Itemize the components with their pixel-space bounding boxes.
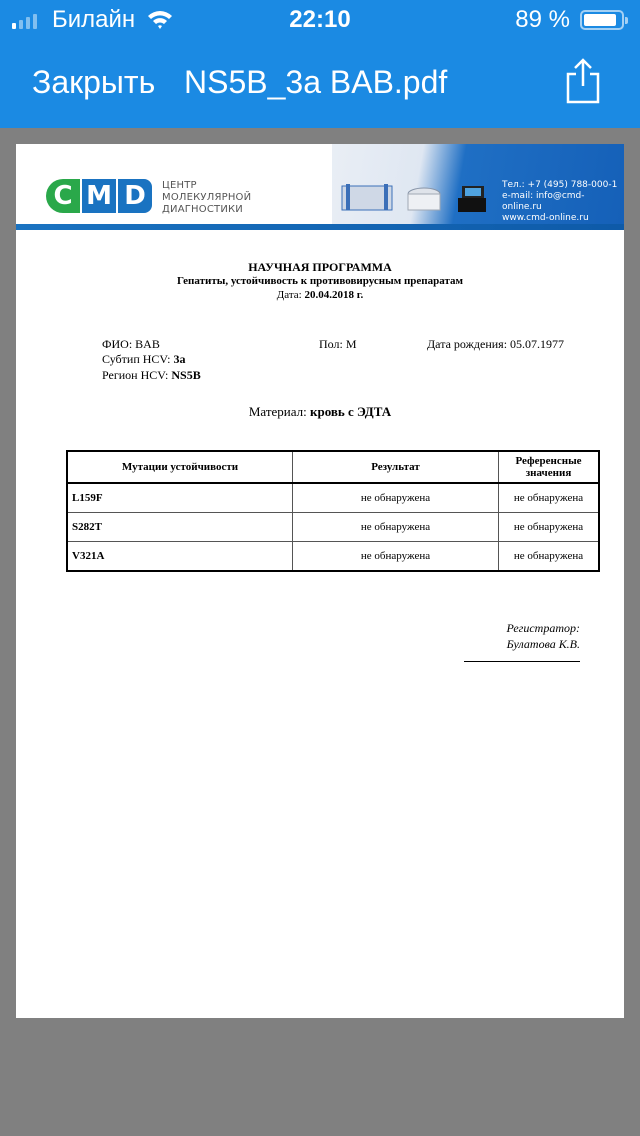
col-header-result: Результат: [293, 451, 499, 483]
logo-letter-m: M: [82, 179, 116, 213]
pdf-page: [16, 144, 624, 1018]
top-bar: [0, 0, 640, 128]
mutation-cell: L159F: [67, 483, 293, 513]
logo-letter-d: D: [118, 179, 152, 213]
result-cell: не обнаружена: [293, 483, 499, 513]
banner-image: [332, 144, 624, 226]
result-cell: не обнаружена: [293, 542, 499, 572]
banner-stripe: [16, 224, 624, 230]
logo-letter-c: C: [46, 179, 80, 213]
col-header-reference: Референсные значения: [499, 451, 600, 483]
program-title: НАУЧНАЯ ПРОГРАММА: [248, 260, 392, 274]
results-table: [66, 450, 600, 572]
patient-fio: ФИО: BAB: [102, 337, 160, 351]
lab-equipment-image: [340, 180, 500, 214]
document-title: NS5B_3a BAB.pdf: [184, 64, 448, 100]
mutation-cell: V321A: [67, 542, 293, 572]
carrier-name: Билайн: [52, 6, 136, 33]
cmd-logo: [46, 179, 152, 213]
col-header-mutation: Мутации устойчивости: [67, 451, 293, 483]
battery-fill: [584, 14, 616, 26]
website: www.cmd-online.ru: [502, 213, 589, 223]
close-button[interactable]: Закрыть: [32, 64, 156, 100]
patient-sex: Пол: М: [319, 337, 357, 351]
email: e-mail: info@cmd-online.ru: [502, 191, 585, 212]
reference-cell: не обнаружена: [499, 483, 600, 513]
nav-bar: [0, 64, 640, 108]
table-row: [67, 513, 599, 542]
share-icon[interactable]: [560, 56, 606, 104]
signature-line: [464, 661, 580, 662]
letterhead: [16, 144, 624, 232]
registrar: [506, 620, 580, 652]
reference-cell: не обнаружена: [499, 542, 600, 572]
status-bar: [0, 0, 640, 42]
phone: Тел.: +7 (495) 788-000-1: [502, 180, 618, 190]
result-cell: не обнаружена: [293, 513, 499, 542]
material: Материал: кровь с ЭДТА: [248, 404, 392, 419]
registrar-label: Регистратор:: [506, 621, 580, 635]
table-row: [67, 542, 599, 572]
program-subtitle: Гепатиты, устойчивость к противовирусным препаратам: [177, 275, 463, 287]
table-header-row: [67, 451, 599, 483]
battery-icon: [580, 10, 624, 30]
reference-cell: не обнаружена: [499, 513, 600, 542]
clock: 22:10: [289, 6, 351, 33]
battery-percent: 89 %: [515, 6, 570, 33]
report-date: Дата: 20.04.2018 г.: [276, 289, 364, 301]
mutation-cell: S282T: [67, 513, 293, 542]
registrar-name: Булатова К.В.: [506, 637, 580, 651]
hcv-subtype: Субтип HCV: 3a: [102, 352, 186, 366]
patient-birthdate: Дата рождения: 05.07.1977: [427, 337, 565, 351]
table-row: [67, 483, 599, 513]
hcv-region: Регион HCV: NS5B: [102, 368, 201, 382]
contacts: [502, 180, 624, 224]
logo-caption: ЦЕНТР МОЛЕКУЛЯРНОЙ ДИАГНОСТИКИ: [162, 180, 252, 215]
